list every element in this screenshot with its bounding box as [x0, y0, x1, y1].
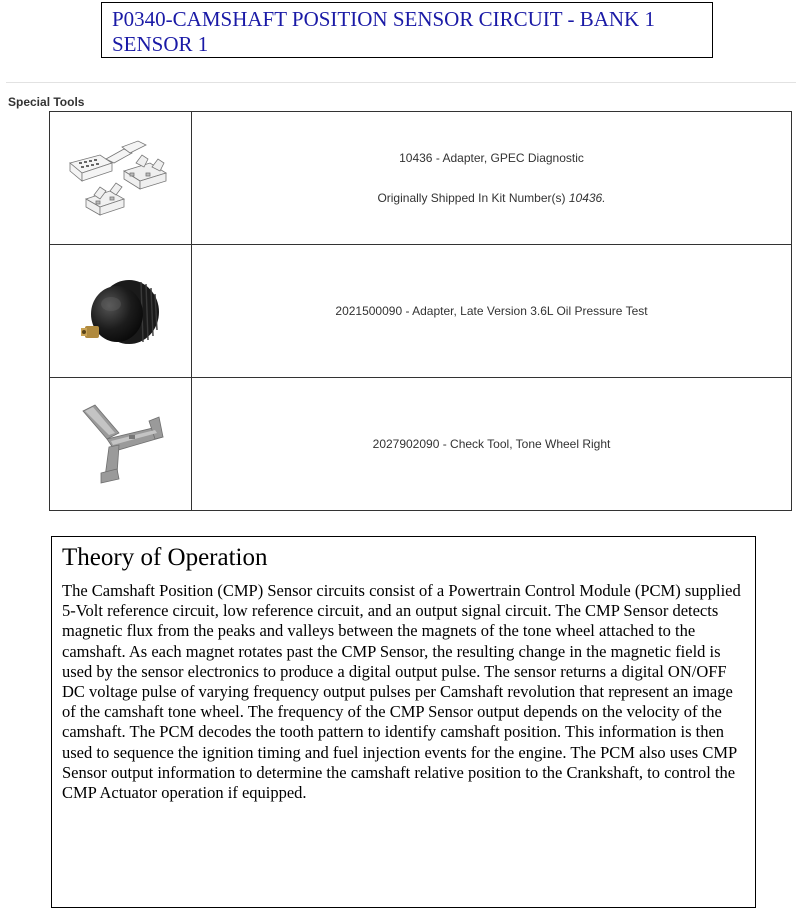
special-tools-table	[49, 111, 792, 511]
tool-description: 10436 - Adapter, GPEC Diagnostic	[399, 151, 584, 165]
check-tool-icon	[71, 399, 171, 489]
tool-description-cell	[192, 112, 792, 245]
gpec-adapter-icon	[66, 133, 176, 223]
theory-body: The Camshaft Position (CMP) Sensor circuits consist of a Powertrain Control Module (PCM) supplied 5-Volt reference circuit, low reference circuit, and an output signal circuit. The CMP Sensor detects magnetic flux from the peaks and valleys between the magnets of the tone wheel attached to the camshaft. As each magnet rotates past the CMP Sensor, the resulting change in the magnetic field is used by the sensor electronics to produce a digital output pulse. The sensor returns a digital ON/OFF DC voltage pulse of varying frequency output pulses per Camshaft revolution that represent an image of the camshaft tone wheel. The frequency of the CMP Sensor output depends on the velocity of the camshaft. The PCM decodes the tooth pattern to identify camshaft position. This information is then used to sequence the ignition timing and fuel injection events for the engine. The PCM also uses CMP Sensor output information to determine the camshaft relative position to the Crankshaft, to control the CMP Actuator operation if equipped.	[62, 581, 741, 803]
tool-description: 2021500090 - Adapter, Late Version 3.6L Oil Pressure Test	[335, 304, 648, 318]
kit-prefix: Originally Shipped In Kit Number(s)	[377, 191, 566, 205]
kit-info	[192, 191, 791, 205]
tool-description-cell	[192, 245, 792, 378]
theory-title: Theory of Operation	[62, 544, 268, 571]
tool-image-cell	[50, 378, 192, 511]
tool-description: 2027902090 - Check Tool, Tone Wheel Right	[372, 437, 611, 451]
theory-of-operation-box	[51, 536, 756, 908]
page-title: P0340-CAMSHAFT POSITION SENSOR CIRCUIT - BANK 1 SENSOR 1	[101, 2, 713, 58]
tool-description-cell	[192, 378, 792, 511]
kit-number: 10436.	[568, 191, 606, 205]
table-row	[50, 245, 792, 378]
oil-pressure-adapter-icon	[71, 266, 171, 356]
table-row	[50, 112, 792, 245]
divider	[6, 82, 796, 83]
table-row	[50, 378, 792, 511]
special-tools-heading: Special Tools	[8, 95, 85, 109]
tool-image-cell	[50, 112, 192, 245]
tool-image-cell	[50, 245, 192, 378]
